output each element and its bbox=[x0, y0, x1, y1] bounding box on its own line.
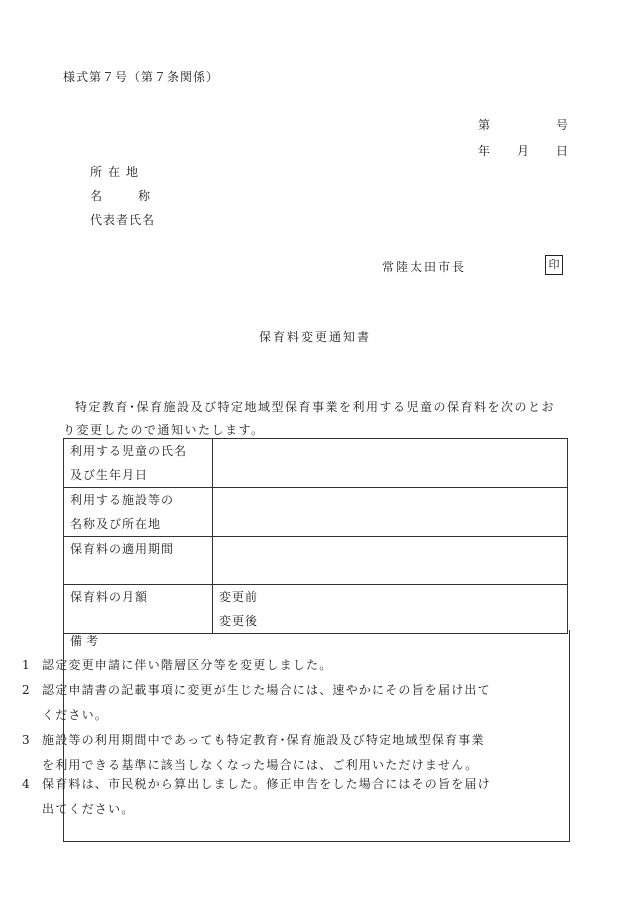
monthly-fee-label bbox=[64, 585, 213, 634]
note-number: 3 bbox=[22, 733, 31, 747]
note-text: 保育料は、市民税から算出しました。修正申告をした場合にはその旨を届け出てください。 bbox=[42, 777, 491, 816]
note-number: 4 bbox=[22, 777, 31, 791]
note-item bbox=[22, 728, 496, 778]
after-change-label: 変更後 bbox=[219, 614, 259, 628]
period-label-text: 保育料の適用期間 bbox=[70, 542, 175, 556]
form-number: 様式第７号（第７条関係） bbox=[63, 70, 220, 84]
month-label: 月 bbox=[517, 144, 530, 158]
table-row bbox=[64, 537, 568, 585]
name-label-part-2: 称 bbox=[138, 189, 151, 203]
note-item bbox=[22, 772, 496, 822]
note-number: 1 bbox=[22, 658, 31, 672]
monthly-fee-value[interactable] bbox=[213, 585, 568, 634]
facility-label-line-1: 利用する施設等の bbox=[70, 493, 175, 507]
number-label: 第 bbox=[478, 118, 491, 132]
period-value[interactable] bbox=[213, 537, 568, 585]
number-suffix: 号 bbox=[556, 118, 569, 132]
note-text: 認定申請書の記載事項に変更が生じた場合には、速やかにその旨を届け出てください。 bbox=[42, 683, 491, 722]
period-label bbox=[64, 537, 213, 585]
name-label-part-1: 名 bbox=[90, 189, 103, 203]
info-table bbox=[63, 438, 568, 634]
representative-label: 代表者氏名 bbox=[90, 213, 156, 227]
day-label: 日 bbox=[556, 144, 569, 158]
document-title: 保育料変更通知書 bbox=[258, 330, 371, 344]
child-name-label bbox=[64, 439, 213, 488]
table-row bbox=[64, 439, 568, 488]
note-item bbox=[22, 678, 496, 728]
child-name-label-line-2: 及び生年月日 bbox=[70, 468, 149, 482]
address-label: 所在地 bbox=[90, 165, 145, 179]
table-row bbox=[64, 488, 568, 537]
child-name-label-line-1: 利用する児童の氏名 bbox=[70, 444, 188, 458]
notes-title: 備考 bbox=[70, 634, 103, 648]
child-name-value[interactable] bbox=[213, 439, 568, 488]
seal-mark: 印 bbox=[545, 255, 563, 275]
note-item bbox=[22, 653, 496, 678]
note-text: 認定変更申請に伴い階層区分等を変更しました。 bbox=[42, 658, 333, 672]
facility-label bbox=[64, 488, 213, 537]
intro-text: 特定教育･保育施設及び特定地域型保育事業を利用する児童の保育料を次のとおり変更したので通知いたします。 bbox=[63, 400, 556, 437]
monthly-fee-label-text: 保育料の月額 bbox=[70, 590, 149, 604]
note-number: 2 bbox=[22, 683, 31, 697]
facility-value[interactable] bbox=[213, 488, 568, 537]
mayor-title: 常陸太田市長 bbox=[382, 260, 467, 274]
year-label: 年 bbox=[478, 144, 491, 158]
table-row bbox=[64, 585, 568, 634]
note-text: 施設等の利用期間中であっても特定教育･保育施設及び特定地域型保育事業を利用できる基準に該当しなくなった場合には、ご利用いただけません。 bbox=[42, 733, 485, 772]
before-change-label: 変更前 bbox=[219, 590, 259, 604]
facility-label-line-2: 名称及び所在地 bbox=[70, 517, 162, 531]
